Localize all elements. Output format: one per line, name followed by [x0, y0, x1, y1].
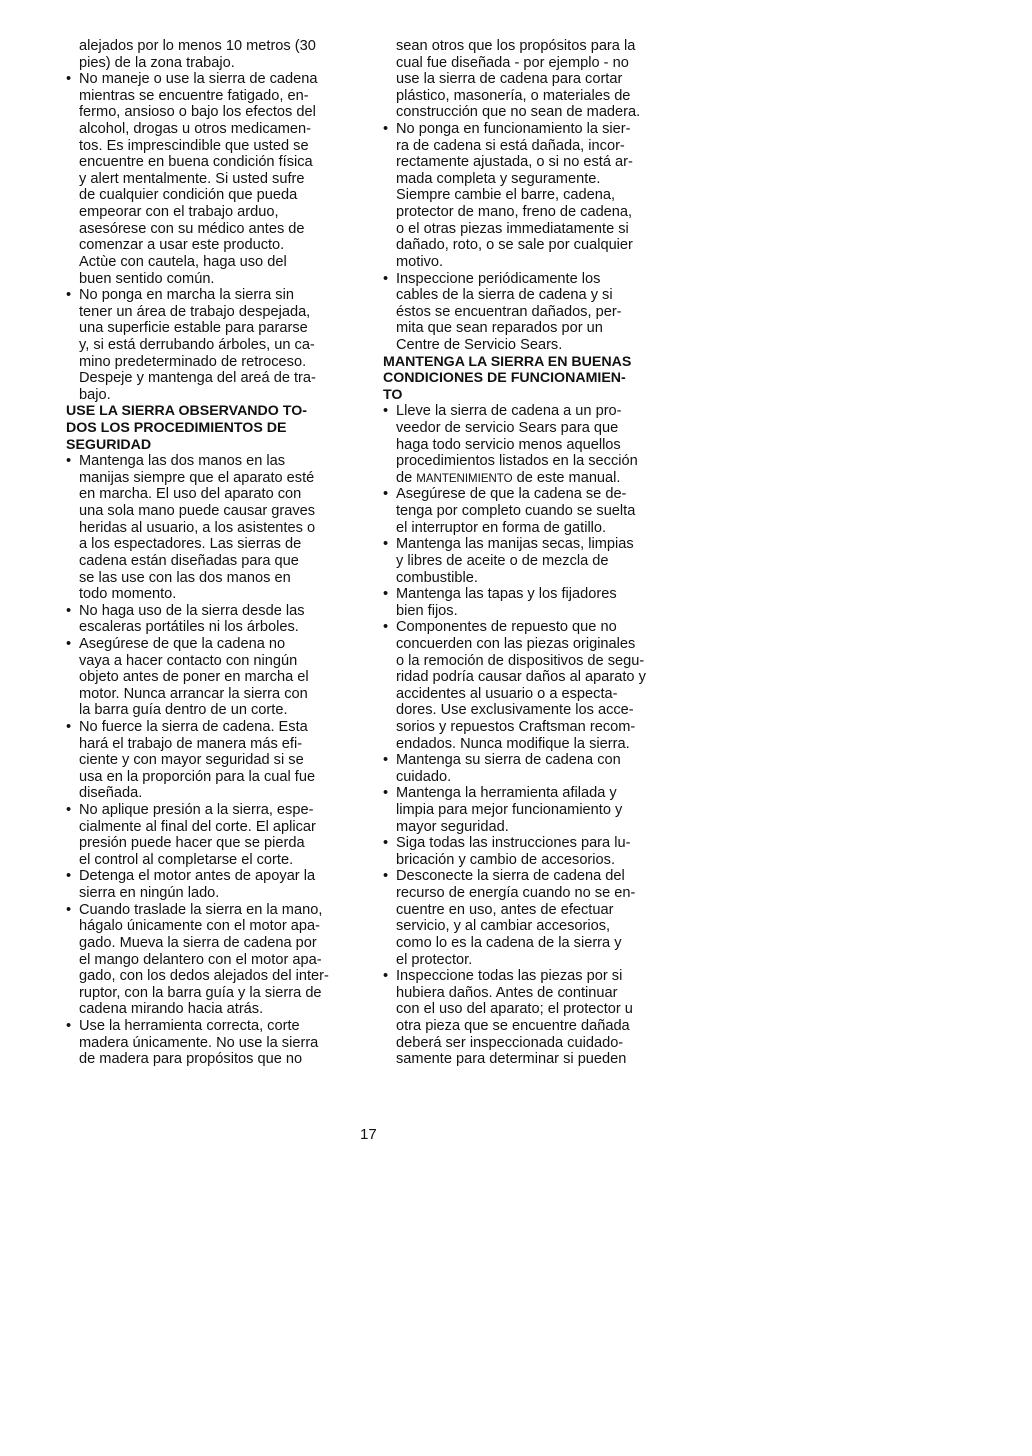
bullet-icon: • — [383, 486, 389, 503]
body-text-line: cadena están diseñadas para que — [79, 552, 299, 569]
body-text-line: procedimientos listados en la sección — [396, 453, 638, 470]
body-text-line: sorios y repuestos Craftsman recom- — [396, 718, 636, 735]
body-text-line: fermo, ansioso o bajo los efectos del — [79, 104, 316, 121]
bullet-item-line — [66, 603, 356, 620]
bullet-text: Mantenga su sierra de cadena con — [396, 752, 621, 769]
bullet-icon: • — [66, 868, 72, 885]
bullet-icon: • — [66, 287, 72, 304]
bullet-item-line — [383, 619, 673, 636]
bullet-icon: • — [66, 453, 72, 470]
section-heading-line: TO — [383, 386, 403, 403]
body-text-line: vaya a hacer contacto con ningún — [79, 652, 298, 669]
bullet-item-line — [66, 287, 356, 304]
body-text-line: cual fue diseñada - por ejemplo - no — [396, 54, 629, 71]
body-text-line: bajo. — [79, 386, 111, 403]
section-heading-line: DOS LOS PROCEDIMIENTOS DE — [66, 420, 287, 437]
bullet-text: Mantenga las tapas y los fijadores — [396, 586, 617, 603]
body-text-line: mayor seguridad. — [396, 818, 509, 835]
bullet-text: Mantenga las manijas secas, limpias — [396, 536, 634, 553]
body-text-line: accidentes al usuario o a especta- — [396, 685, 618, 702]
text-segment: de este manual. — [512, 469, 621, 486]
body-text-line: con el uso del aparato; el protector u — [396, 1001, 633, 1018]
body-text-line: alejados por lo menos 10 metros (30 — [79, 38, 316, 54]
body-text-line: de madera para propósitos que no — [79, 1051, 303, 1068]
body-text-line: use la sierra de cadena para cortar — [396, 71, 623, 88]
body-text-line: otra pieza que se encuentre dañada — [396, 1017, 630, 1034]
body-text-line: cialmente al final del corte. El aplicar — [79, 818, 316, 835]
bullet-item-line — [383, 271, 673, 288]
bullet-icon: • — [383, 968, 389, 985]
bullet-icon: • — [66, 602, 72, 619]
left-text-column — [66, 38, 356, 1068]
bullet-icon: • — [66, 635, 72, 652]
bullet-icon: • — [66, 71, 72, 88]
body-text-line: haga todo servicio menos aquellos — [396, 436, 621, 453]
body-text-line: escaleras portátiles ni los árboles. — [79, 619, 299, 636]
bullet-icon: • — [66, 718, 72, 735]
body-text-line: o el otras piezas immediatamente si — [396, 220, 629, 237]
bullet-text: No ponga en funcionamiento la sier- — [396, 121, 631, 138]
body-text-line: cuidado. — [396, 768, 452, 785]
body-text-line: ridad podría causar daños al aparato y — [396, 669, 646, 686]
bullet-item-line — [383, 835, 673, 852]
body-text-line: y, si está derrubando árboles, un ca- — [79, 336, 315, 353]
body-text-line: una sola mano puede causar graves — [79, 503, 316, 520]
body-text-line: Actùe con cautela, haga uso del — [79, 253, 287, 270]
body-text-line: objeto antes de poner en marcha el — [79, 669, 309, 686]
bullet-item-line — [66, 453, 356, 470]
bullet-item-line — [66, 802, 356, 819]
bullet-icon: • — [383, 403, 389, 420]
body-text-line: samente para determinar si pueden — [396, 1051, 627, 1068]
page-number: 17 — [360, 1126, 377, 1143]
bullet-icon: • — [383, 270, 389, 287]
body-text-line: Centre de Servicio Sears. — [396, 336, 563, 353]
body-text-line: una superficie estable para pararse — [79, 320, 308, 337]
bullet-icon: • — [383, 785, 389, 802]
body-text-line: alcohol, drogas u otros medicamen- — [79, 121, 311, 138]
bullet-icon: • — [383, 868, 389, 885]
bullet-text: Asegúrese de que la cadena se de- — [396, 486, 627, 503]
bullet-item-line — [383, 121, 673, 138]
body-text-line: ciente y con mayor seguridad si se — [79, 752, 304, 769]
body-text-line: motor. Nunca arrancar la sierra con — [79, 685, 308, 702]
body-text-line: concuerden con las piezas originales — [396, 635, 636, 652]
body-text-line: buen sentido común. — [79, 270, 215, 287]
body-text-line: combustible. — [396, 569, 478, 586]
body-text-line: construcción que no sean de madera. — [396, 104, 641, 121]
right-text-column — [383, 38, 673, 1068]
bullet-item-line — [383, 968, 673, 985]
bullet-text: Cuando traslade la sierra en la mano, — [79, 901, 323, 918]
bullet-text: Use la herramienta correcta, corte — [79, 1017, 300, 1034]
body-text-line: hubiera daños. Antes de continuar — [396, 984, 618, 1001]
body-text-line: comenzar a usar este producto. — [79, 237, 285, 254]
bullet-text: No haga uso de la sierra desde las — [79, 602, 305, 619]
body-text-line: mada completa y seguramente. — [396, 170, 601, 187]
bullet-icon: • — [383, 835, 389, 852]
body-text-line: mita que sean reparados por un — [396, 320, 603, 337]
body-text-line: la barra guía dentro de un corte. — [79, 702, 288, 719]
bullet-icon: • — [66, 901, 72, 918]
bullet-item-line — [66, 719, 356, 736]
body-text-line: protector de mano, freno de cadena, — [396, 204, 633, 221]
bullet-text: Lleve la sierra de cadena a un pro- — [396, 403, 622, 420]
section-heading-line: USE LA SIERRA OBSERVANDO TO- — [66, 403, 307, 420]
bullet-item-line — [66, 902, 356, 919]
text-segment: de — [396, 469, 417, 486]
bullet-item-line — [383, 586, 673, 603]
body-text-line: mino predeterminado de retroceso. — [79, 353, 307, 370]
body-text-line: tos. Es imprescindible que usted se — [79, 137, 309, 154]
body-text-line: encuentre en buena condición física — [79, 154, 313, 171]
body-text-line: presión puede hacer que se pierda — [79, 835, 305, 852]
bullet-icon: • — [66, 1017, 72, 1034]
bullet-icon: • — [383, 752, 389, 769]
body-text-line: y alert mentalmente. Si usted sufre — [79, 170, 305, 187]
bullet-item-line — [66, 71, 356, 88]
body-text-line: bricación y cambio de accesorios. — [396, 851, 616, 868]
body-text-line: se las use con las dos manos en — [79, 569, 291, 586]
body-text-line: dores. Use exclusivamente los acce- — [396, 702, 634, 719]
body-text-line: el mango delantero con el motor apa- — [79, 951, 322, 968]
body-text-line: empeorar con el trabajo arduo, — [79, 204, 279, 221]
body-text-line: o la remoción de dispositivos de segu- — [396, 652, 645, 669]
body-text-line: madera únicamente. No use la sierra — [79, 1034, 319, 1051]
body-text-line: dañado, roto, o se sale por cualquier — [396, 237, 633, 254]
body-text-line: a los espectadores. Las sierras de — [79, 536, 302, 553]
bullet-item-line — [66, 1018, 356, 1035]
body-text-line: ra de cadena si está dañada, incor- — [396, 137, 625, 154]
bullet-icon: • — [383, 121, 389, 138]
body-text-line: cadena mirando hacia atrás. — [79, 1001, 264, 1018]
bullet-item-line — [66, 636, 356, 653]
bullet-text: No maneje o use la sierra de cadena — [79, 71, 318, 88]
body-text-line: usa en la proporción para la cual fue — [79, 768, 316, 785]
bullet-item-line — [383, 536, 673, 553]
section-heading-line: MANTENGA LA SIERRA EN BUENAS — [383, 353, 632, 370]
body-text-line: sierra en ningún lado. — [79, 885, 220, 902]
bullet-icon: • — [383, 619, 389, 636]
bullet-text: Desconecte la sierra de cadena del — [396, 868, 625, 885]
body-text-line: heridas al usuario, a los asistentes o — [79, 519, 316, 536]
body-text-line: éstos se encuentran dañados, per- — [396, 303, 622, 320]
bullet-item-line — [66, 868, 356, 885]
bullet-text: Inspeccione periódicamente los — [396, 270, 601, 287]
body-text-line: gado. Mueva la sierra de cadena por — [79, 934, 317, 951]
body-text-line: recurso de energía cuando no se en- — [396, 885, 636, 902]
section-heading-line: CONDICIONES DE FUNCIONAMIEN- — [383, 370, 626, 387]
bullet-text: Componentes de repuesto que no — [396, 619, 617, 636]
body-text-line: bien fijos. — [396, 602, 458, 619]
body-text-line — [383, 470, 673, 487]
bullet-item-line — [383, 752, 673, 769]
bullet-text: Asegúrese de que la cadena no — [79, 635, 286, 652]
body-text-line: mientras se encuentre fatigado, en- — [79, 87, 309, 104]
body-text-line: como lo es la cadena de la sierra y — [396, 934, 622, 951]
body-text-line: de cualquier condición que pueda — [79, 187, 298, 204]
bullet-icon: • — [383, 536, 389, 553]
body-text-line: sean otros que los propósitos para la — [396, 38, 636, 54]
bullet-text: No fuerce la sierra de cadena. Esta — [79, 718, 308, 735]
bullet-icon: • — [383, 586, 389, 603]
body-text-line: Siempre cambie el barre, cadena, — [396, 187, 616, 204]
body-text-line: en marcha. El uso del aparato con — [79, 486, 302, 503]
body-text-line: Despeje y mantenga del areá de tra- — [79, 370, 316, 387]
body-text-line: motivo. — [396, 253, 444, 270]
bullet-text: Detenga el motor antes de apoyar la — [79, 868, 316, 885]
body-text-line: el protector. — [396, 951, 473, 968]
body-text-line: ruptor, con la barra guía y la sierra de — [79, 984, 322, 1001]
body-text-line: cables de la sierra de cadena y si — [396, 287, 613, 304]
bullet-item-line — [383, 486, 673, 503]
body-text-line: limpia para mejor funcionamiento y — [396, 802, 623, 819]
body-text-line: hágalo únicamente con el motor apa- — [79, 918, 320, 935]
bullet-text: Siga todas las instrucciones para lu- — [396, 835, 631, 852]
bullet-item-line — [383, 403, 673, 420]
body-text-line: tener un área de trabajo despejada, — [79, 303, 311, 320]
bullet-text: Mantenga la herramienta afilada y — [396, 785, 617, 802]
body-text-line: manijas siempre que el aparato esté — [79, 469, 315, 486]
body-text-line: asesórese con su médico antes de — [79, 220, 305, 237]
body-text-line: endados. Nunca modifique la sierra. — [396, 735, 630, 752]
bullet-text: Mantenga las dos manos en las — [79, 453, 286, 470]
body-text-line: todo momento. — [79, 586, 177, 603]
bullet-item-line — [383, 868, 673, 885]
bullet-item-line — [383, 785, 673, 802]
bullet-text: Inspeccione todas las piezas por si — [396, 968, 623, 985]
body-text-line: rectamente ajustada, o si no está ar- — [396, 154, 633, 171]
body-text-line: diseñada. — [79, 785, 143, 802]
body-text-line: pies) de la zona trabajo. — [79, 54, 235, 71]
body-text-line: servicio, y al cambiar accesorios, — [396, 918, 611, 935]
bullet-text: No ponga en marcha la sierra sin — [79, 287, 294, 304]
body-text-line: el control al completarse el corte. — [79, 851, 294, 868]
body-text-line: hará el trabajo de manera más efi- — [79, 735, 303, 752]
body-text-line: plástico, masonería, o materiales de — [396, 87, 631, 104]
section-reference: MANTENIMIENTO — [416, 472, 513, 485]
body-text-line: y libres de aceite o de mezcla de — [396, 552, 609, 569]
body-text-line: deberá ser inspeccionada cuidado- — [396, 1034, 624, 1051]
body-text-line: cuentre en uso, antes de efectuar — [396, 901, 614, 918]
body-text-line: veedor de servicio Sears para que — [396, 420, 619, 437]
body-text-line: gado, con los dedos alejados del inter- — [79, 968, 329, 985]
bullet-text: No aplique presión a la sierra, espe- — [79, 802, 314, 819]
section-heading-line: SEGURIDAD — [66, 436, 152, 453]
bullet-icon: • — [66, 802, 72, 819]
body-text-line: el interruptor en forma de gatillo. — [396, 519, 607, 536]
body-text-line: tenga por completo cuando se suelta — [396, 503, 636, 520]
